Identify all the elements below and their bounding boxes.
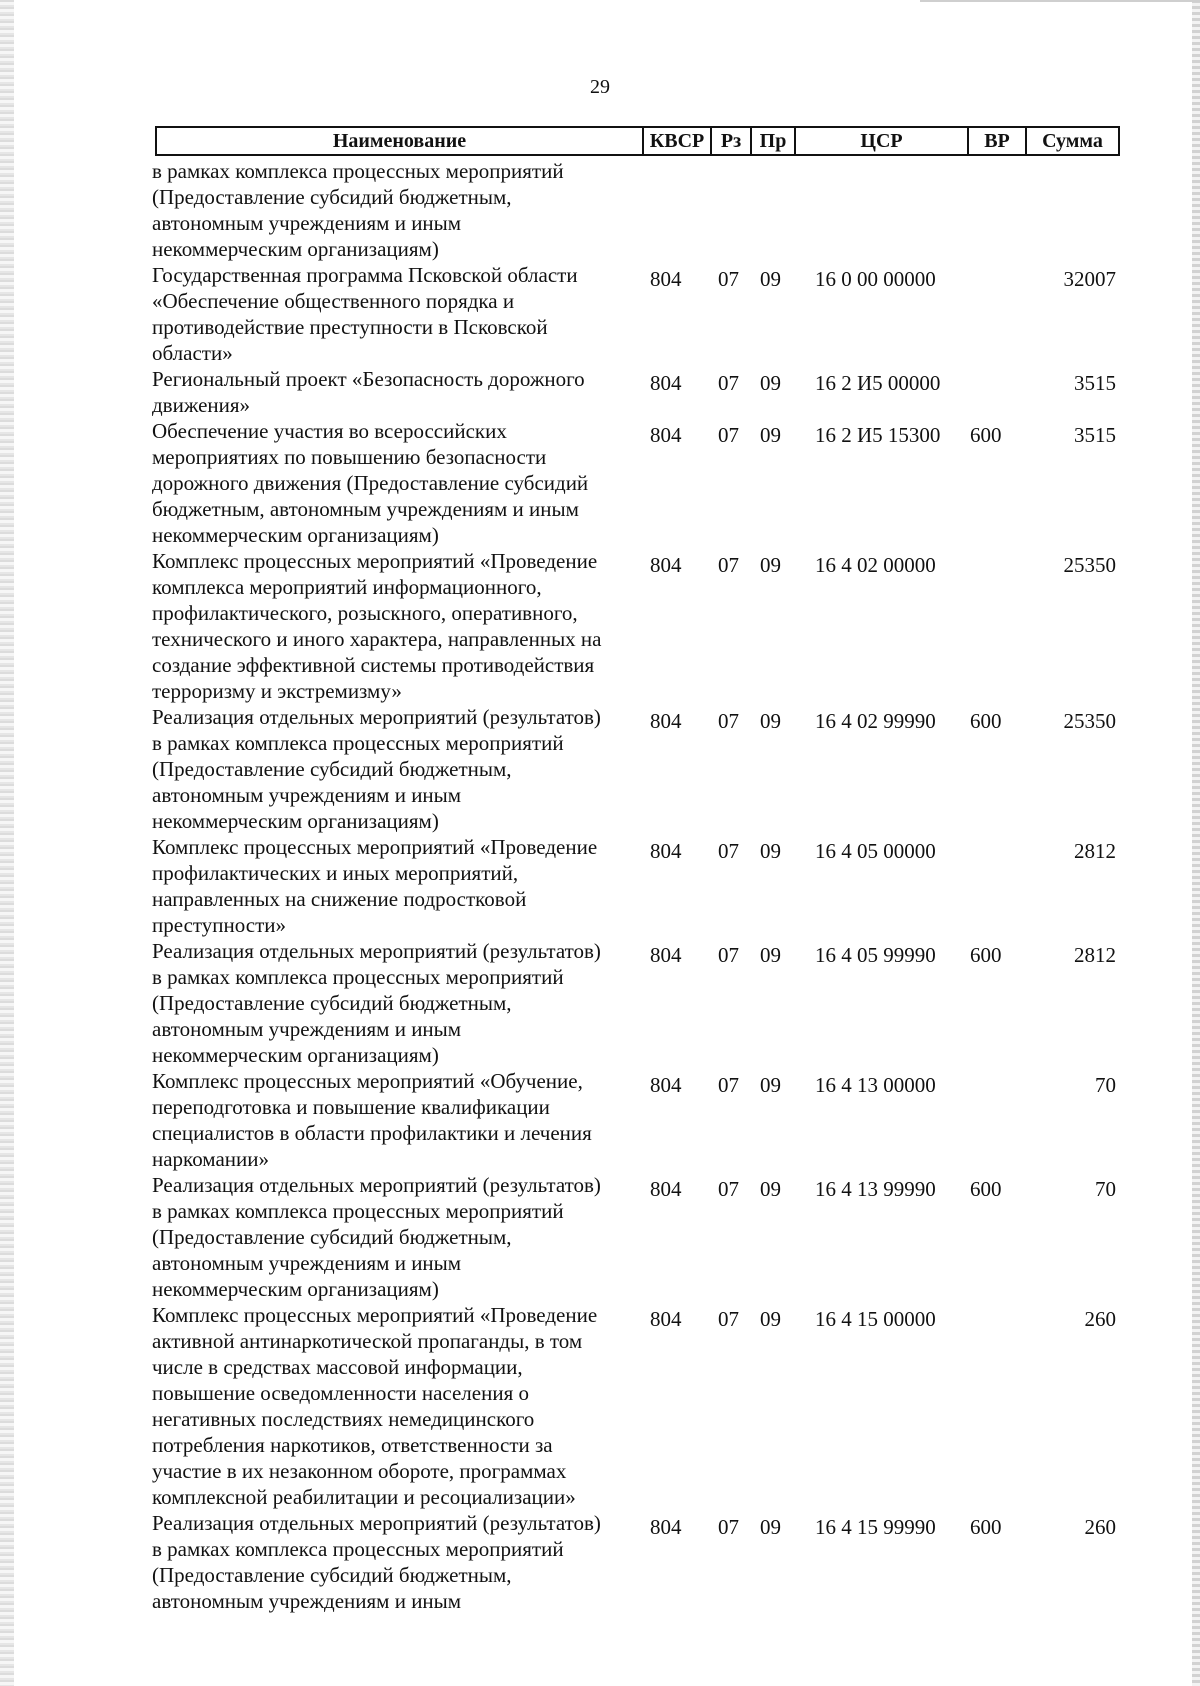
row-pr: 09 <box>760 371 781 395</box>
table-row <box>0 262 1200 366</box>
row-name-line: профилактических и иных мероприятий, <box>152 861 519 885</box>
row-sum: 32007 <box>1063 267 1116 291</box>
table-row <box>0 548 1200 704</box>
table-row <box>0 366 1200 418</box>
row-kvsr: 804 <box>650 1073 682 1097</box>
row-name-line: повышение осведомленности населения о <box>152 1381 529 1405</box>
row-pr: 09 <box>760 709 781 733</box>
row-rz: 07 <box>718 1307 739 1331</box>
row-name-line: переподготовка и повышение квалификации <box>152 1095 550 1119</box>
row-rz: 07 <box>718 1177 739 1201</box>
row-name-line: в рамках комплекса процессных мероприятий <box>152 159 564 183</box>
row-name-line: некоммерческим организациям) <box>152 1277 439 1301</box>
row-name-line: терроризму и экстремизму» <box>152 679 402 703</box>
row-sum: 260 <box>1084 1515 1116 1539</box>
row-name <box>152 262 632 366</box>
row-name <box>152 1302 632 1510</box>
row-name-line: в рамках комплекса процессных мероприятий <box>152 965 564 989</box>
row-csr: 16 2 И5 15300 <box>815 423 941 447</box>
row-name-line: направленных на снижение подростковой <box>152 887 527 911</box>
row-kvsr: 804 <box>650 553 682 577</box>
row-name-line: наркомании» <box>152 1147 269 1171</box>
row-rz: 07 <box>718 943 739 967</box>
row-name-line: создание эффективной системы противодействия <box>152 653 595 677</box>
row-name-line: технического и иного характера, направленных на <box>152 627 602 651</box>
row-name-line: Реализация отдельных мероприятий (результатов) <box>152 939 601 963</box>
row-pr: 09 <box>760 553 781 577</box>
header-rz: Рз <box>710 128 750 154</box>
table-row <box>0 1172 1200 1302</box>
header-pr: Пр <box>750 128 794 154</box>
row-pr: 09 <box>760 267 781 291</box>
table-body <box>0 158 1200 1614</box>
header-csr: ЦСР <box>794 128 967 154</box>
row-sum: 3515 <box>1074 371 1116 395</box>
row-sum: 70 <box>1095 1073 1116 1097</box>
row-name-line: в рамках комплекса процессных мероприятий <box>152 1199 564 1223</box>
row-name-line: комплекса мероприятий информационного, <box>152 575 542 599</box>
row-rz: 07 <box>718 1515 739 1539</box>
row-name <box>152 548 632 704</box>
row-pr: 09 <box>760 943 781 967</box>
row-sum: 260 <box>1084 1307 1116 1331</box>
row-rz: 07 <box>718 371 739 395</box>
row-kvsr: 804 <box>650 709 682 733</box>
row-name-line: автономным учреждениям и иным <box>152 211 462 235</box>
row-name <box>152 1172 632 1302</box>
row-name-line: негативных последствиях немедицинского <box>152 1407 535 1431</box>
row-name-line: некоммерческим организациям) <box>152 1043 439 1067</box>
row-csr: 16 0 00 00000 <box>815 267 936 291</box>
row-name <box>152 418 632 548</box>
row-name <box>152 366 632 418</box>
row-kvsr: 804 <box>650 1177 682 1201</box>
row-name-line: автономным учреждениям и иным <box>152 1251 462 1275</box>
row-rz: 07 <box>718 709 739 733</box>
row-kvsr: 804 <box>650 1515 682 1539</box>
table-row <box>0 158 1200 262</box>
row-rz: 07 <box>718 1073 739 1097</box>
row-vr: 600 <box>970 1177 1002 1201</box>
table-row <box>0 704 1200 834</box>
table-row <box>0 938 1200 1068</box>
row-vr: 600 <box>970 1515 1002 1539</box>
row-name <box>152 704 632 834</box>
row-name <box>152 158 632 262</box>
row-name-line: Реализация отдельных мероприятий (результатов) <box>152 705 601 729</box>
row-rz: 07 <box>718 267 739 291</box>
row-kvsr: 804 <box>650 943 682 967</box>
row-name-line: Комплекс процессных мероприятий «Обучение, <box>152 1069 583 1093</box>
row-csr: 16 4 05 99990 <box>815 943 936 967</box>
row-kvsr: 804 <box>650 267 682 291</box>
scan-edge-top <box>920 0 1200 2</box>
row-sum: 25350 <box>1063 553 1116 577</box>
row-sum: 3515 <box>1074 423 1116 447</box>
row-name-line: потребления наркотиков, ответственности за <box>152 1433 553 1457</box>
row-csr: 16 4 13 00000 <box>815 1073 936 1097</box>
row-csr: 16 4 02 99990 <box>815 709 936 733</box>
row-vr: 600 <box>970 423 1002 447</box>
row-name-line: «Обеспечение общественного порядка и <box>152 289 515 313</box>
row-name-line: автономным учреждениям и иным <box>152 1017 462 1041</box>
header-kvsr: КВСР <box>642 128 710 154</box>
row-name-line: (Предоставление субсидий бюджетным, <box>152 1563 512 1587</box>
row-name-line: в рамках комплекса процессных мероприятий <box>152 731 564 755</box>
row-pr: 09 <box>760 1515 781 1539</box>
row-kvsr: 804 <box>650 371 682 395</box>
row-name-line: участие в их незаконном обороте, программах <box>152 1459 567 1483</box>
row-sum: 25350 <box>1063 709 1116 733</box>
table-row <box>0 834 1200 938</box>
row-rz: 07 <box>718 553 739 577</box>
row-name-line: некоммерческим организациям) <box>152 809 439 833</box>
table-row <box>0 1302 1200 1510</box>
row-vr: 600 <box>970 943 1002 967</box>
table-header <box>155 126 1120 156</box>
row-name-line: Комплекс процессных мероприятий «Проведение <box>152 835 598 859</box>
table-row <box>0 1068 1200 1172</box>
row-name-line: числе в средствах массовой информации, <box>152 1355 523 1379</box>
table-row <box>0 1510 1200 1614</box>
row-csr: 16 4 02 00000 <box>815 553 936 577</box>
header-name: Наименование <box>332 130 467 152</box>
row-kvsr: 804 <box>650 839 682 863</box>
row-pr: 09 <box>760 1073 781 1097</box>
row-name-line: Обеспечение участия во всероссийских <box>152 419 507 443</box>
row-csr: 16 2 И5 00000 <box>815 371 941 395</box>
row-name-line: Государственная программа Псковской области <box>152 263 578 287</box>
row-pr: 09 <box>760 1177 781 1201</box>
row-name-line: бюджетным, автономным учреждениям и иным <box>152 497 579 521</box>
row-name-line: (Предоставление субсидий бюджетным, <box>152 757 512 781</box>
row-sum: 2812 <box>1074 943 1116 967</box>
row-vr: 600 <box>970 709 1002 733</box>
row-name-line: автономным учреждениям и иным <box>152 1589 462 1613</box>
row-name <box>152 834 632 938</box>
row-name-line: в рамках комплекса процессных мероприятий <box>152 1537 564 1561</box>
table-row <box>0 418 1200 548</box>
row-name-line: противодействие преступности в Псковской <box>152 315 548 339</box>
row-name-line: Реализация отдельных мероприятий (результатов) <box>152 1173 601 1197</box>
row-csr: 16 4 13 99990 <box>815 1177 936 1201</box>
row-name-line: преступности» <box>152 913 287 937</box>
row-csr: 16 4 15 99990 <box>815 1515 936 1539</box>
row-name-line: некоммерческим организациям) <box>152 523 439 547</box>
row-name-line: области» <box>152 341 233 365</box>
row-name-line: дорожного движения (Предоставление субсидий <box>152 471 589 495</box>
row-rz: 07 <box>718 423 739 447</box>
row-name-line: (Предоставление субсидий бюджетным, <box>152 991 512 1015</box>
header-vr: ВР <box>967 128 1025 154</box>
row-name-line: (Предоставление субсидий бюджетным, <box>152 185 512 209</box>
row-kvsr: 804 <box>650 423 682 447</box>
row-name-line: Реализация отдельных мероприятий (результатов) <box>152 1511 601 1535</box>
row-pr: 09 <box>760 423 781 447</box>
row-csr: 16 4 05 00000 <box>815 839 936 863</box>
row-sum: 2812 <box>1074 839 1116 863</box>
row-sum: 70 <box>1095 1177 1116 1201</box>
row-name <box>152 1510 632 1614</box>
row-name-line: комплексной реабилитации и ресоциализации» <box>152 1485 576 1509</box>
row-name-line: некоммерческим организациям) <box>152 237 439 261</box>
page-number: 29 <box>590 76 610 98</box>
row-pr: 09 <box>760 1307 781 1331</box>
row-name-line: (Предоставление субсидий бюджетным, <box>152 1225 512 1249</box>
row-pr: 09 <box>760 839 781 863</box>
row-name-line: движения» <box>152 393 251 417</box>
header-sum: Сумма <box>1025 128 1118 154</box>
row-kvsr: 804 <box>650 1307 682 1331</box>
row-name <box>152 1068 632 1172</box>
row-name-line: Комплекс процессных мероприятий «Проведение <box>152 549 598 573</box>
row-name-line: специалистов в области профилактики и лечения <box>152 1121 592 1145</box>
row-rz: 07 <box>718 839 739 863</box>
row-name-line: мероприятиях по повышению безопасности <box>152 445 547 469</box>
row-name-line: активной антинаркотической пропаганды, в том <box>152 1329 583 1353</box>
row-name <box>152 938 632 1068</box>
row-name-line: автономным учреждениям и иным <box>152 783 462 807</box>
row-name-line: Региональный проект «Безопасность дорожного <box>152 367 585 391</box>
row-name-line: Комплекс процессных мероприятий «Проведение <box>152 1303 598 1327</box>
row-name-line: профилактического, розыскного, оперативного, <box>152 601 578 625</box>
row-csr: 16 4 15 00000 <box>815 1307 936 1331</box>
